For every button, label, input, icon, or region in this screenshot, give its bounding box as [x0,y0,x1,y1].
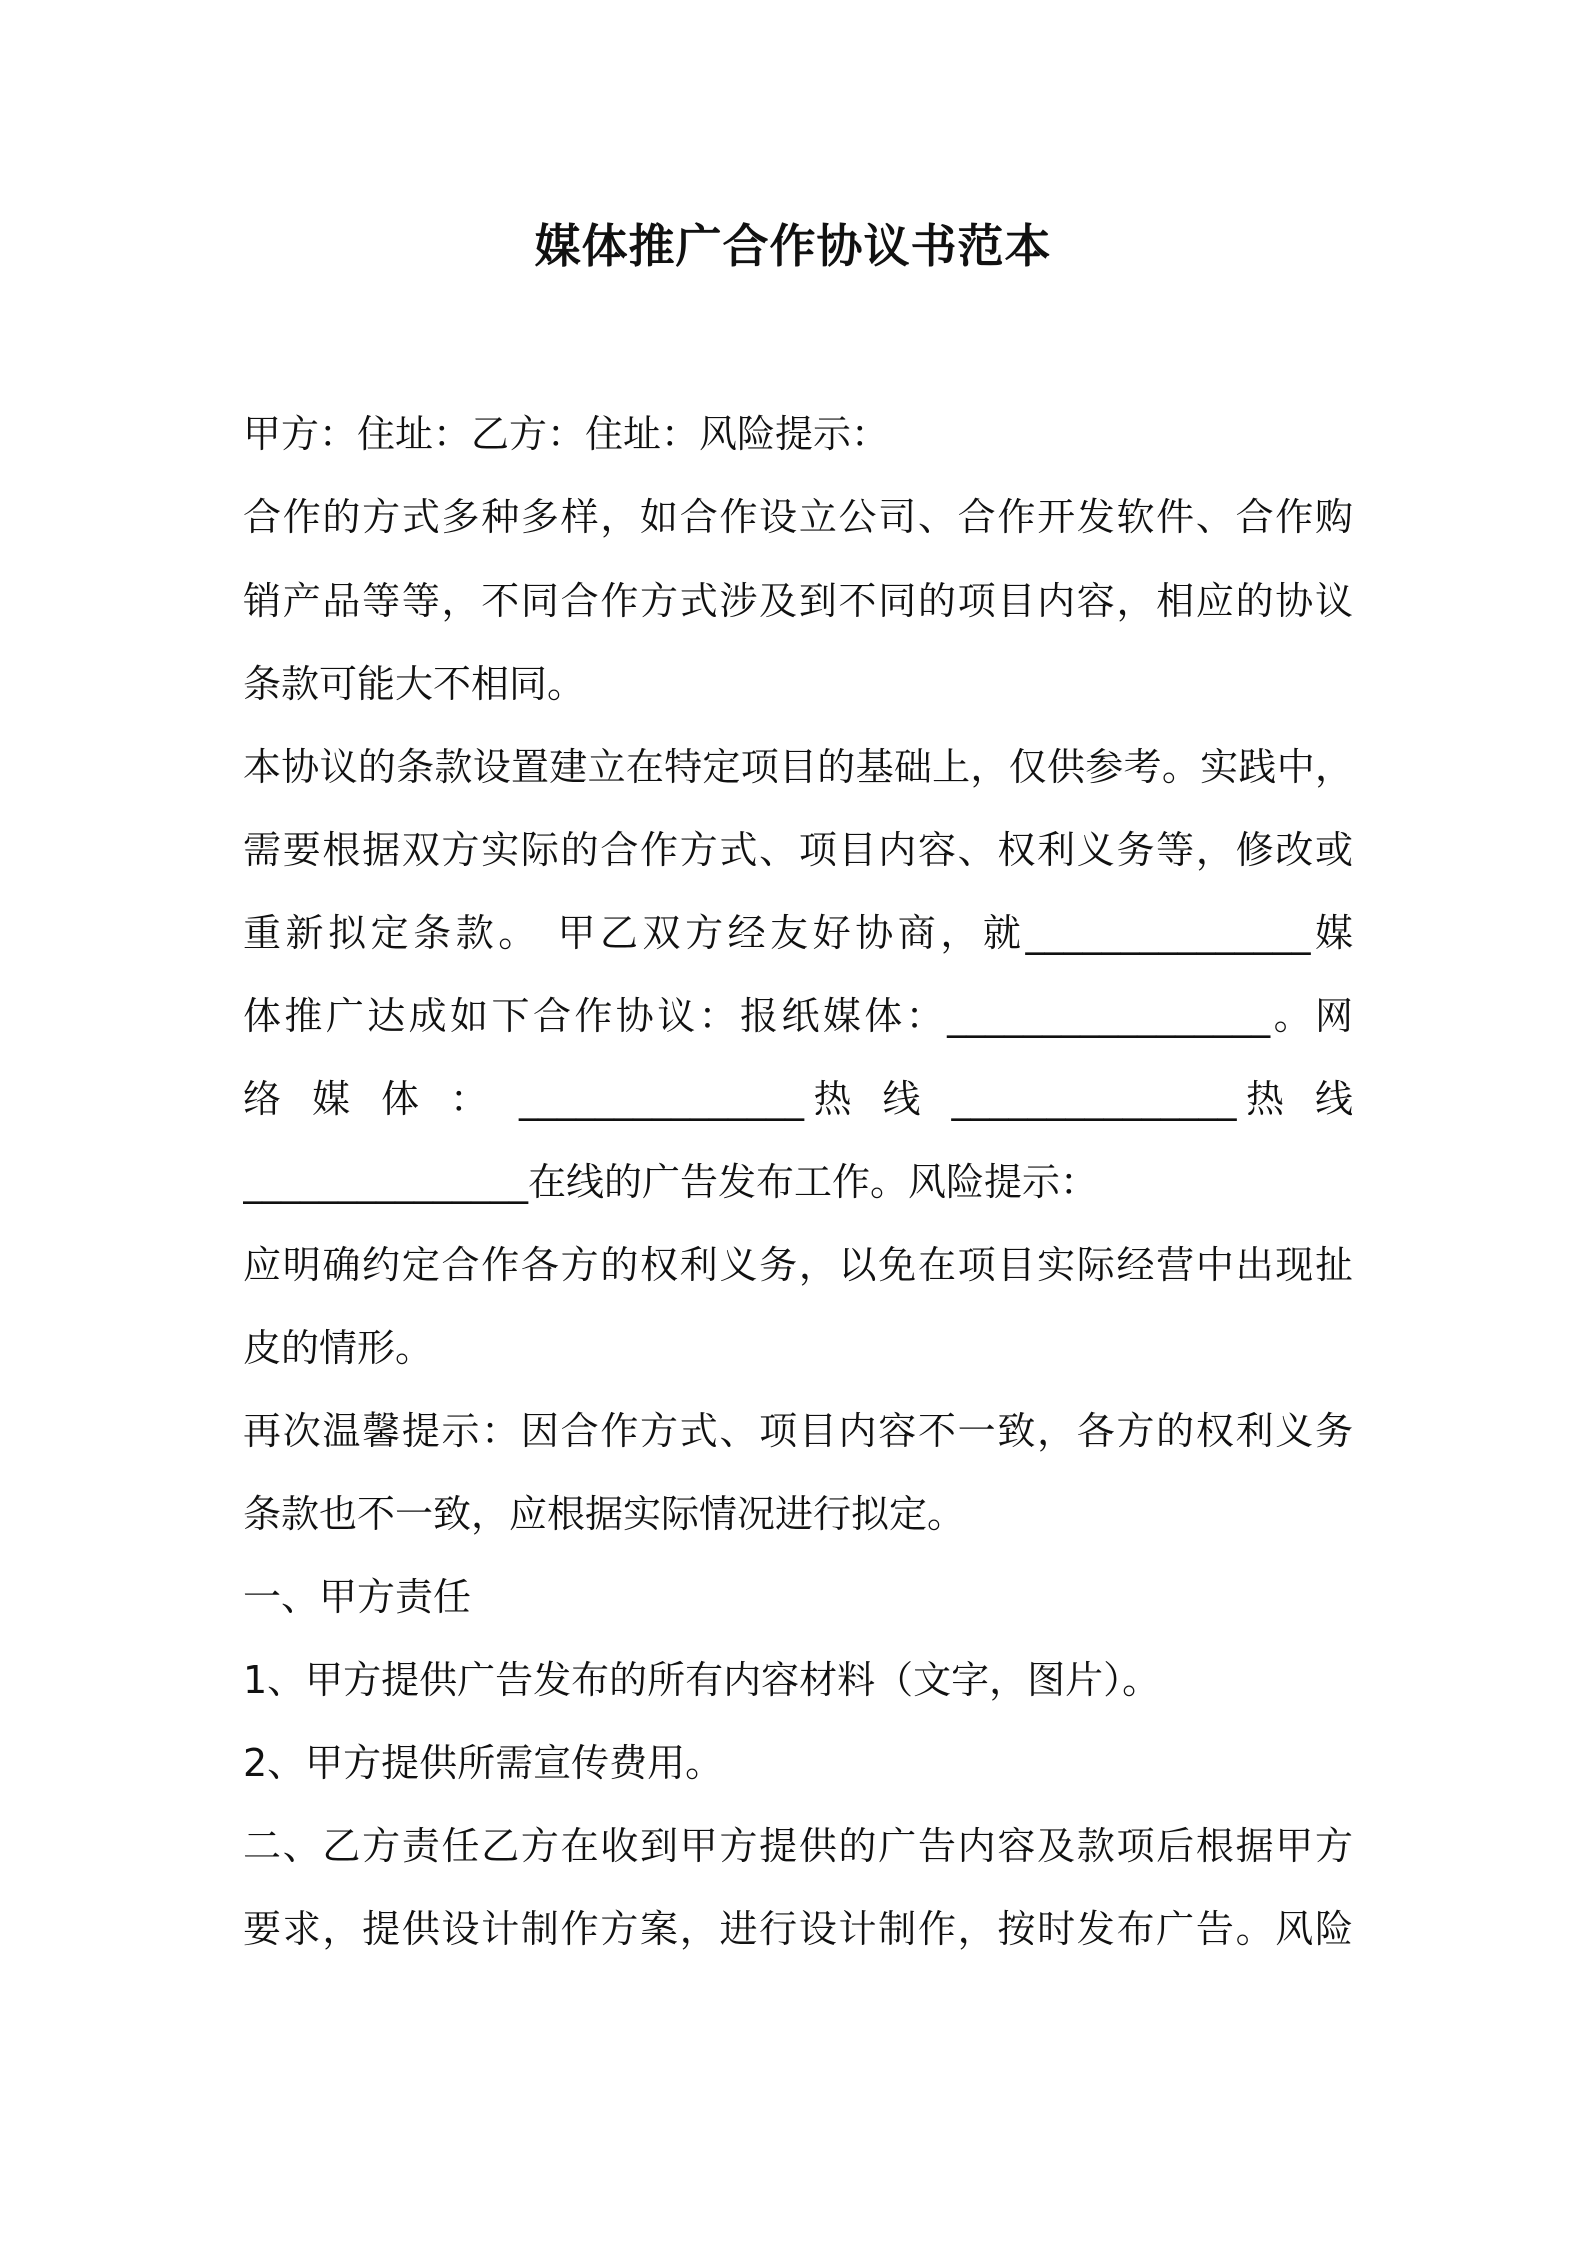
text-line: 需要根据双方实际的合作方式、项目内容、权利义务等，修改或 [243,828,1353,872]
text-line: 销产品等等，不同合作方式涉及到不同的项目内容，相应的协议 [243,579,1353,623]
text-line: 本协议的条款设置建立在特定项目的基础上，仅供参考。实践中， [243,745,1353,789]
text-line: 皮的情形。 [243,1326,434,1370]
text-line: 再次温馨提示：因合作方式、项目内容不一致，各方的权利义务 [243,1409,1353,1453]
text-line: 应明确约定合作各方的权利义务，以免在项目实际经营中出现扯 [243,1243,1353,1287]
text-line: 重新拟定条款。 甲乙双方经友好协商，就_______________媒 [243,911,1353,955]
text-line: 络 媒 体 ： _______________热 线 _______________热 线 [243,1077,1353,1121]
text-line: 要求，提供设计制作方案，进行设计制作，按时发布广告。风险 [243,1907,1353,1951]
text-line: _______________在线的广告发布工作。风险提示： [243,1160,1099,1204]
section-heading: 二、乙方责任乙方在收到甲方提供的广告内容及款项后根据甲方 [243,1824,1353,1868]
text-line: 1、甲方提供广告发布的所有内容材料（文字，图片）。 [243,1658,1161,1702]
document-title: 媒体推广合作协议书范本 [534,219,1052,273]
text-line: 条款可能大不相同。 [243,662,586,706]
section-heading: 一、甲方责任 [243,1575,472,1619]
text-line: 合作的方式多种多样，如合作设立公司、合作开发软件、合作购 [243,495,1353,539]
text-line: 体推广达成如下合作协议：报纸媒体：_________________。网 [243,994,1353,1038]
text-line: 2、甲方提供所需宣传费用。 [243,1741,724,1785]
text-line: 条款也不一致，应根据实际情况进行拟定。 [243,1492,966,1536]
text-line: 甲方：住址：乙方：住址：风险提示： [243,412,890,456]
